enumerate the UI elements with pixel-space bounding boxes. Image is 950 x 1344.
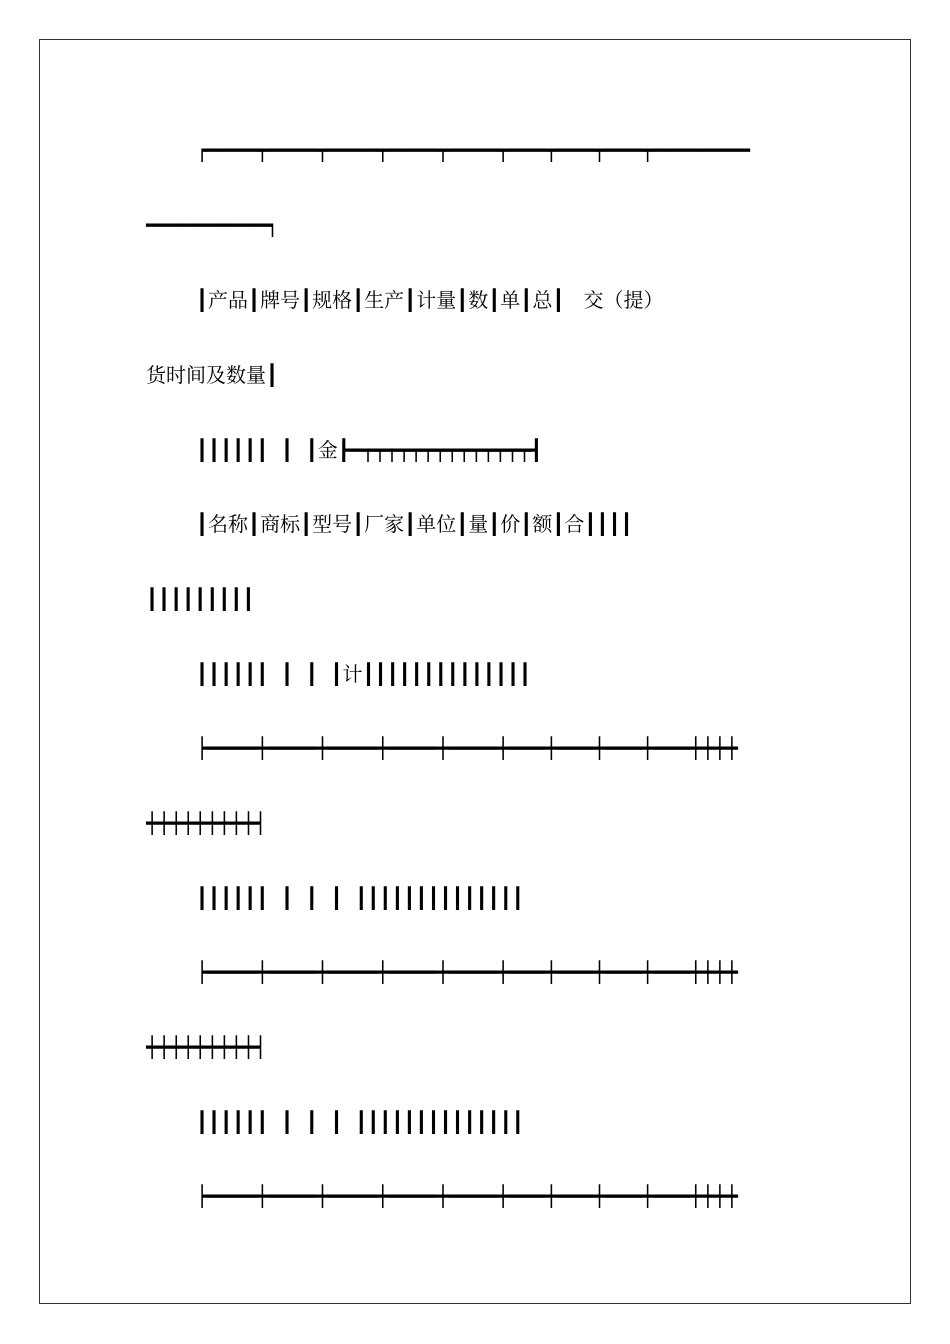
data-row-1: ┃┃┃┃┃┃ ┃ ┃ ┃ ┃┃┃┃┃┃┃┃┃┃┃┃┃┃: [196, 886, 524, 910]
header-row-1-continued: 货时间及数量┃: [146, 363, 279, 387]
row-separator-3: ┝━━━━┿━━━━┿━━━━┿━━━━┿━━━━┿━━━┿━━━┿━━━┿━━━┿┿┿┿: [196, 1184, 738, 1208]
data-row-2: ┃┃┃┃┃┃ ┃ ┃ ┃ ┃┃┃┃┃┃┃┃┃┃┃┃┃┃: [196, 1110, 524, 1134]
header-row-2: ┃┃┃┃┃┃ ┃ ┃金┣━┯┯┯┯┯┯┯┯┯┯┯┯┯┯┫: [196, 438, 543, 462]
table-top-border: ┍━━━━┯━━━━┯━━━━┯━━━━┯━━━━┯━━━┯━━━┯━━━┯━━━━━━━━: [196, 138, 750, 162]
row-separator-2: ┝━━━━┿━━━━┿━━━━┿━━━━┿━━━━┿━━━┿━━━┿━━━┿━━━┿┿┿┿: [196, 960, 738, 984]
header-row-4: ┃┃┃┃┃┃ ┃ ┃ ┃计┃┃┃┃┃┃┃┃┃┃┃┃┃┃: [196, 662, 532, 686]
row-separator-2-continued: ┿┿┿┿┿┿┿┿┿┥: [146, 1035, 267, 1059]
header-row-3: ┃名称┃商标┃型号┃厂家┃单位┃量┃价┃额┃合┃┃┃┃: [196, 512, 633, 536]
header-row-1: ┃产品┃牌号┃规格┃生产┃计量┃数┃单┃总┃ 交（提）: [196, 288, 664, 312]
row-separator-1: ┝━━━━┿━━━━┿━━━━┿━━━━┿━━━━┿━━━┿━━━┿━━━┿━━━┿┿┿┿: [196, 736, 738, 760]
row-separator-1-continued: ┿┿┿┿┿┿┿┿┿┥: [146, 811, 267, 835]
header-row-3-continued: ┃┃┃┃┃┃┃┃┃: [146, 587, 255, 611]
table-top-border-continued: ━━━━━━━━━━┑: [146, 213, 279, 237]
